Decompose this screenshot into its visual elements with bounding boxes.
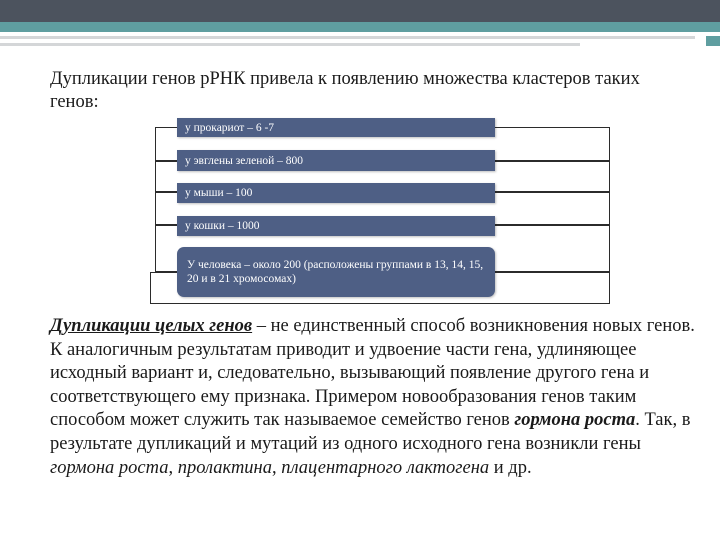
term-placental-lactogen: плацентарного лактогена: [281, 457, 490, 478]
header-rule-1: [0, 36, 695, 39]
cluster-bar-cat: у кошки – 1000: [177, 216, 495, 236]
term-prolactin: пролактина: [177, 457, 272, 478]
cluster-bar-prokaryotes: у прокариот – 6 -7: [177, 118, 495, 137]
term-growth-hormone: гормона роста: [514, 410, 636, 431]
term-gene-duplication: Дупликации целых генов: [50, 316, 253, 336]
header-teal-accent: [706, 36, 720, 46]
term-growth-hormone-italic: гормона роста: [50, 457, 169, 478]
header-dark-bar: [0, 0, 720, 22]
intro-text: Дупликации генов рРНК привела к появлению множества кластеров таких генов:: [50, 69, 640, 112]
cluster-bar-mouse: у мыши – 100: [177, 183, 495, 203]
cluster-bar-human: У человека – около 200 (расположены группами в 13, 14, 15, 20 и в 21 хромосомах): [177, 247, 495, 297]
header-teal-bar: [0, 22, 720, 32]
body-paragraph: Дупликации целых генов – не единственный способ возникновения новых генов. К аналогичным результатам приводит и удвоение части гена, удлиняющее исходный вариант и, следовательно, вызывающий появление другого гена и соответствующего ему признака. Примером новообразования генов таким способом может служить так называемое семейство генов гормона роста. Так, в результате дупликаций и мутаций из одного исходного гена возникли гены гормона роста, пролактина, плацентарного лактогена и др.: [50, 316, 695, 478]
header-rule-2: [0, 43, 580, 46]
cluster-bar-euglena: у эвглены зеленой – 800: [177, 150, 495, 171]
